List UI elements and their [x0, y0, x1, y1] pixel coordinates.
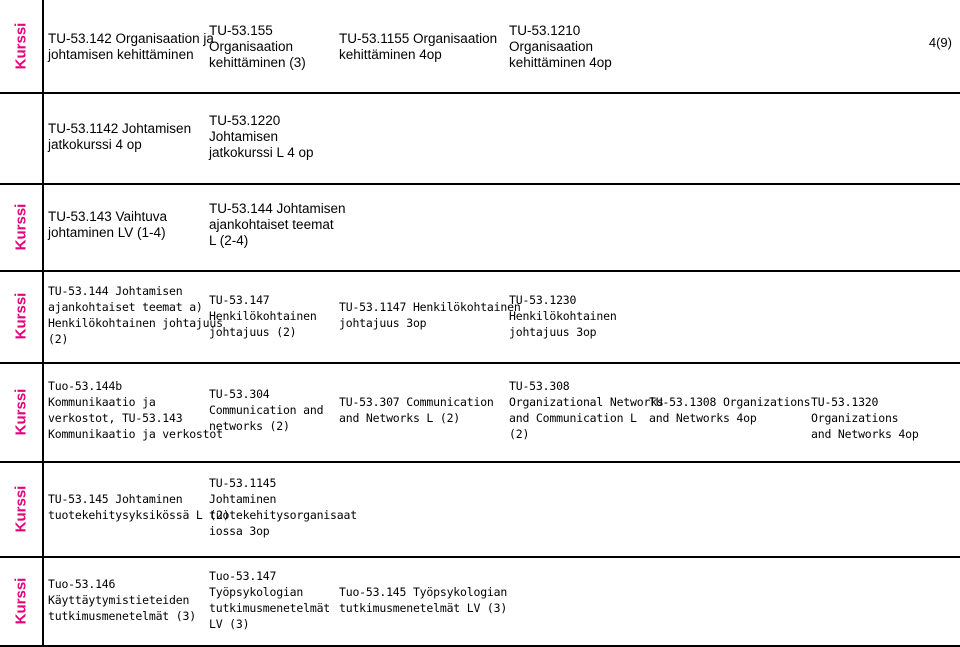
course-cell: TU-53.307 Communication and Networks L (2): [339, 395, 494, 425]
kurssi-band: [0, 362, 42, 461]
row-divider: [0, 270, 960, 272]
kurssi-band: [0, 556, 42, 645]
course-cell: TU-53.1145 Johtaminen tuotekehitysorganisaat iossa 3op: [209, 476, 357, 538]
course-cell: TU-53.304 Communication and networks (2): [209, 387, 324, 433]
kurssi-label: Kurssi: [12, 203, 30, 250]
row-divider: [0, 556, 960, 558]
course-cell: TU-53.144 Johtamisen ajankohtaiset teemat L (2-4): [209, 201, 346, 248]
course-cell: TU-53.144 Johtamisen ajankohtaiset teemat a) Henkilökohtainen johtajuus (2): [48, 284, 223, 346]
course-cell: Tuo-53.145 Työpsykologian tutkimusmenetelmät LV (3): [339, 585, 508, 615]
row-divider: [0, 461, 960, 463]
course-cell: TU-53.1220 Johtamisen jatkokurssi L 4 op: [209, 113, 314, 160]
course-cell: TU-53.308 Organizational Networks and Communication L (2): [509, 379, 664, 441]
page-number: 4(9): [928, 35, 952, 50]
course-cell: TU-53.145 Johtaminen tuotekehitysyksikössä L (2): [48, 492, 230, 522]
course-cell: TU-53.155 Organisaation kehittäminen (3): [209, 23, 306, 70]
course-cell: TU-53.1230 Henkilökohtainen johtajuus 3op: [509, 293, 617, 339]
course-cell: Tuo-53.147 Työpsykologian tutkimusmenetelmät LV (3): [209, 569, 331, 631]
kurssi-label: Kurssi: [12, 577, 30, 624]
kurssi-band: [0, 0, 42, 92]
course-cell: TU-53.1142 Johtamisen jatkokurssi 4 op: [48, 121, 192, 152]
row-divider: [0, 92, 960, 94]
course-cell: TU-53.1320 Organizations and Networks 4op: [811, 395, 919, 441]
course-cell: TU-53.147 Henkilökohtainen johtajuus (2): [209, 293, 317, 339]
row-divider: [0, 362, 960, 364]
course-cell: TU-53.1210 Organisaation kehittäminen 4op: [509, 23, 612, 70]
course-cell: TU-53.142 Organisaation ja johtamisen kehittäminen: [48, 31, 214, 62]
kurssi-band: [0, 270, 42, 362]
kurssi-label: Kurssi: [12, 388, 30, 435]
course-cell: TU-53.143 Vaihtuva johtaminen LV (1-4): [48, 209, 168, 240]
kurssi-label: Kurssi: [12, 22, 30, 70]
course-cell: Tuo-53.144b Kommunikaatio ja verkostot, TU-53.143 Kommunikaatio ja verkostot: [48, 379, 223, 441]
kurssi-label: Kurssi: [12, 292, 30, 340]
kurssi-band: [0, 183, 42, 270]
course-cell: Tuo-53.146 Käyttäytymistieteiden tutkimusmenetelmät (3): [48, 577, 196, 623]
kurssi-label: Kurssi: [12, 485, 30, 532]
course-cell: TU-53.1147 Henkilökohtainen johtajuus 3op: [339, 300, 521, 330]
row-divider: [0, 183, 960, 185]
label-column-divider: [42, 0, 44, 647]
course-cell: TU-53.1155 Organisaation kehittäminen 4op: [339, 31, 498, 62]
course-cell: TU-53.1308 Organizations and Networks 4op: [649, 395, 811, 425]
kurssi-band: [0, 461, 42, 556]
